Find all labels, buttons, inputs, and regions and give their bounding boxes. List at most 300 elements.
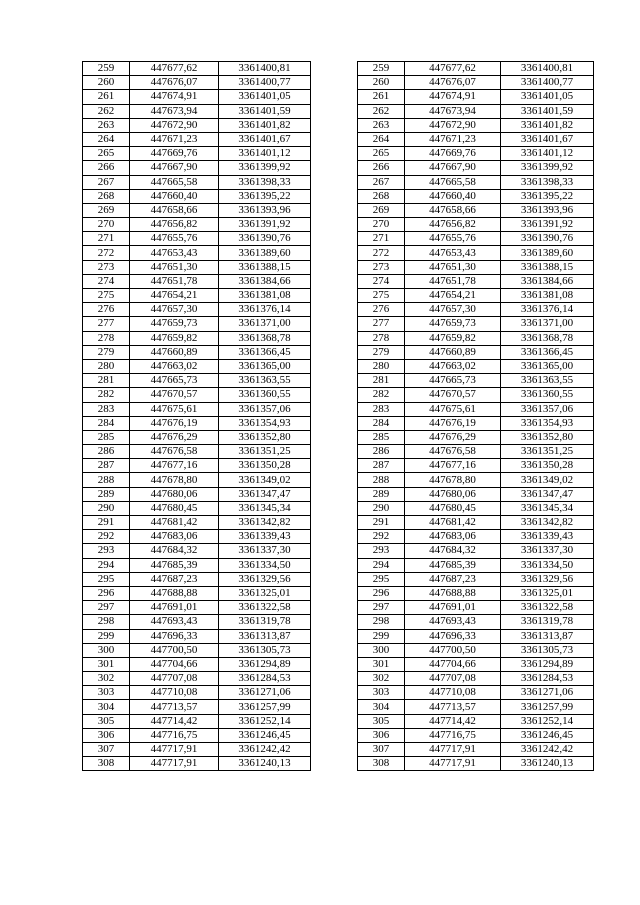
table-row <box>83 601 594 615</box>
left-point-number-cell: 274 <box>83 274 130 288</box>
table-row <box>83 147 594 161</box>
right-x-coordinate-cell: 447651,30 <box>405 260 501 274</box>
column-gap <box>311 686 358 700</box>
table-row <box>83 629 594 643</box>
left-x-coordinate-cell: 447676,19 <box>130 416 219 430</box>
right-x-coordinate-cell: 447687,23 <box>405 572 501 586</box>
left-y-coordinate-cell: 3361390,76 <box>219 232 311 246</box>
table-row <box>83 473 594 487</box>
table-row <box>83 544 594 558</box>
left-point-number-cell: 286 <box>83 445 130 459</box>
left-x-coordinate-cell: 447680,06 <box>130 487 219 501</box>
table-row <box>83 487 594 501</box>
table-row <box>83 686 594 700</box>
right-point-number-cell: 299 <box>358 629 405 643</box>
column-gap <box>311 402 358 416</box>
column-gap <box>311 104 358 118</box>
left-y-coordinate-cell: 3361325,01 <box>219 586 311 600</box>
table-row <box>83 402 594 416</box>
right-point-number-cell: 282 <box>358 388 405 402</box>
right-y-coordinate-cell: 3361334,50 <box>501 558 594 572</box>
left-y-coordinate-cell: 3361401,82 <box>219 118 311 132</box>
right-point-number-cell: 297 <box>358 601 405 615</box>
column-gap <box>311 657 358 671</box>
left-point-number-cell: 306 <box>83 728 130 742</box>
left-point-number-cell: 284 <box>83 416 130 430</box>
column-gap <box>311 643 358 657</box>
right-point-number-cell: 294 <box>358 558 405 572</box>
right-y-coordinate-cell: 3361271,06 <box>501 686 594 700</box>
left-y-coordinate-cell: 3361334,50 <box>219 558 311 572</box>
right-x-coordinate-cell: 447678,80 <box>405 473 501 487</box>
left-x-coordinate-cell: 447651,30 <box>130 260 219 274</box>
left-x-coordinate-cell: 447676,29 <box>130 430 219 444</box>
left-y-coordinate-cell: 3361350,28 <box>219 459 311 473</box>
table-row <box>83 90 594 104</box>
column-gap <box>311 473 358 487</box>
table-row <box>83 530 594 544</box>
left-point-number-cell: 269 <box>83 203 130 217</box>
left-x-coordinate-cell: 447684,32 <box>130 544 219 558</box>
table-row <box>83 161 594 175</box>
right-x-coordinate-cell: 447676,07 <box>405 76 501 90</box>
right-point-number-cell: 272 <box>358 246 405 260</box>
column-gap <box>311 586 358 600</box>
left-x-coordinate-cell: 447700,50 <box>130 643 219 657</box>
left-x-coordinate-cell: 447710,08 <box>130 686 219 700</box>
column-gap <box>311 317 358 331</box>
right-y-coordinate-cell: 3361357,06 <box>501 402 594 416</box>
left-point-number-cell: 300 <box>83 643 130 657</box>
right-y-coordinate-cell: 3361347,47 <box>501 487 594 501</box>
left-point-number-cell: 280 <box>83 359 130 373</box>
left-y-coordinate-cell: 3361345,34 <box>219 501 311 515</box>
left-y-coordinate-cell: 3361401,59 <box>219 104 311 118</box>
left-x-coordinate-cell: 447691,01 <box>130 601 219 615</box>
table-row <box>83 345 594 359</box>
left-point-number-cell: 298 <box>83 615 130 629</box>
right-point-number-cell: 298 <box>358 615 405 629</box>
left-y-coordinate-cell: 3361363,55 <box>219 374 311 388</box>
left-x-coordinate-cell: 447693,43 <box>130 615 219 629</box>
left-x-coordinate-cell: 447696,33 <box>130 629 219 643</box>
table-row <box>83 643 594 657</box>
left-point-number-cell: 261 <box>83 90 130 104</box>
table-row <box>83 572 594 586</box>
right-x-coordinate-cell: 447658,66 <box>405 203 501 217</box>
right-y-coordinate-cell: 3361354,93 <box>501 416 594 430</box>
right-point-number-cell: 273 <box>358 260 405 274</box>
left-x-coordinate-cell: 447671,23 <box>130 132 219 146</box>
left-y-coordinate-cell: 3361305,73 <box>219 643 311 657</box>
column-gap <box>311 388 358 402</box>
left-x-coordinate-cell: 447717,91 <box>130 743 219 757</box>
right-y-coordinate-cell: 3361252,14 <box>501 714 594 728</box>
column-gap <box>311 175 358 189</box>
right-x-coordinate-cell: 447653,43 <box>405 246 501 260</box>
left-y-coordinate-cell: 3361400,77 <box>219 76 311 90</box>
right-point-number-cell: 296 <box>358 586 405 600</box>
right-y-coordinate-cell: 3361401,82 <box>501 118 594 132</box>
right-y-coordinate-cell: 3361401,12 <box>501 147 594 161</box>
right-x-coordinate-cell: 447660,40 <box>405 189 501 203</box>
column-gap <box>311 459 358 473</box>
right-y-coordinate-cell: 3361384,66 <box>501 274 594 288</box>
table-row <box>83 743 594 757</box>
column-gap <box>311 601 358 615</box>
table-row <box>83 303 594 317</box>
left-point-number-cell: 270 <box>83 218 130 232</box>
right-x-coordinate-cell: 447713,57 <box>405 700 501 714</box>
right-x-coordinate-cell: 447676,29 <box>405 430 501 444</box>
column-gap <box>311 303 358 317</box>
left-y-coordinate-cell: 3361393,96 <box>219 203 311 217</box>
left-point-number-cell: 282 <box>83 388 130 402</box>
column-gap <box>311 728 358 742</box>
table-row <box>83 757 594 771</box>
left-point-number-cell: 265 <box>83 147 130 161</box>
right-point-number-cell: 279 <box>358 345 405 359</box>
left-y-coordinate-cell: 3361398,33 <box>219 175 311 189</box>
left-y-coordinate-cell: 3361395,22 <box>219 189 311 203</box>
right-y-coordinate-cell: 3361342,82 <box>501 516 594 530</box>
column-gap <box>311 189 358 203</box>
left-point-number-cell: 285 <box>83 430 130 444</box>
left-point-number-cell: 290 <box>83 501 130 515</box>
left-point-number-cell: 277 <box>83 317 130 331</box>
right-y-coordinate-cell: 3361399,92 <box>501 161 594 175</box>
right-y-coordinate-cell: 3361395,22 <box>501 189 594 203</box>
table-row <box>83 615 594 629</box>
left-x-coordinate-cell: 447673,94 <box>130 104 219 118</box>
right-y-coordinate-cell: 3361366,45 <box>501 345 594 359</box>
left-point-number-cell: 267 <box>83 175 130 189</box>
column-gap <box>311 90 358 104</box>
right-point-number-cell: 269 <box>358 203 405 217</box>
right-point-number-cell: 281 <box>358 374 405 388</box>
table-row <box>83 62 594 76</box>
right-point-number-cell: 277 <box>358 317 405 331</box>
left-point-number-cell: 307 <box>83 743 130 757</box>
left-x-coordinate-cell: 447665,58 <box>130 175 219 189</box>
right-x-coordinate-cell: 447654,21 <box>405 289 501 303</box>
right-x-coordinate-cell: 447677,62 <box>405 62 501 76</box>
column-gap <box>311 359 358 373</box>
table-row <box>83 331 594 345</box>
left-point-number-cell: 275 <box>83 289 130 303</box>
right-point-number-cell: 285 <box>358 430 405 444</box>
left-x-coordinate-cell: 447677,62 <box>130 62 219 76</box>
table-row <box>83 388 594 402</box>
column-gap <box>311 161 358 175</box>
right-x-coordinate-cell: 447704,66 <box>405 657 501 671</box>
left-y-coordinate-cell: 3361319,78 <box>219 615 311 629</box>
right-x-coordinate-cell: 447710,08 <box>405 686 501 700</box>
column-gap <box>311 76 358 90</box>
right-x-coordinate-cell: 447657,30 <box>405 303 501 317</box>
right-point-number-cell: 284 <box>358 416 405 430</box>
left-point-number-cell: 259 <box>83 62 130 76</box>
right-x-coordinate-cell: 447684,32 <box>405 544 501 558</box>
column-gap <box>311 345 358 359</box>
table-row <box>83 118 594 132</box>
left-y-coordinate-cell: 3361376,14 <box>219 303 311 317</box>
left-y-coordinate-cell: 3361365,00 <box>219 359 311 373</box>
right-y-coordinate-cell: 3361365,00 <box>501 359 594 373</box>
left-point-number-cell: 268 <box>83 189 130 203</box>
left-point-number-cell: 295 <box>83 572 130 586</box>
left-x-coordinate-cell: 447676,07 <box>130 76 219 90</box>
table-row <box>83 132 594 146</box>
table-row <box>83 374 594 388</box>
left-x-coordinate-cell: 447680,45 <box>130 501 219 515</box>
right-y-coordinate-cell: 3361401,05 <box>501 90 594 104</box>
right-x-coordinate-cell: 447655,76 <box>405 232 501 246</box>
left-point-number-cell: 271 <box>83 232 130 246</box>
left-y-coordinate-cell: 3361240,13 <box>219 757 311 771</box>
right-x-coordinate-cell: 447700,50 <box>405 643 501 657</box>
table-row <box>83 586 594 600</box>
left-y-coordinate-cell: 3361349,02 <box>219 473 311 487</box>
left-y-coordinate-cell: 3361401,12 <box>219 147 311 161</box>
table-row <box>83 359 594 373</box>
right-x-coordinate-cell: 447659,73 <box>405 317 501 331</box>
left-y-coordinate-cell: 3361360,55 <box>219 388 311 402</box>
right-x-coordinate-cell: 447685,39 <box>405 558 501 572</box>
right-x-coordinate-cell: 447677,16 <box>405 459 501 473</box>
right-point-number-cell: 275 <box>358 289 405 303</box>
right-y-coordinate-cell: 3361389,60 <box>501 246 594 260</box>
table-row <box>83 218 594 232</box>
left-y-coordinate-cell: 3361246,45 <box>219 728 311 742</box>
column-gap <box>311 260 358 274</box>
right-point-number-cell: 305 <box>358 714 405 728</box>
column-gap <box>311 416 358 430</box>
left-y-coordinate-cell: 3361294,89 <box>219 657 311 671</box>
left-y-coordinate-cell: 3361381,08 <box>219 289 311 303</box>
left-y-coordinate-cell: 3361388,15 <box>219 260 311 274</box>
right-point-number-cell: 290 <box>358 501 405 515</box>
left-x-coordinate-cell: 447657,30 <box>130 303 219 317</box>
left-y-coordinate-cell: 3361368,78 <box>219 331 311 345</box>
right-y-coordinate-cell: 3361246,45 <box>501 728 594 742</box>
right-point-number-cell: 286 <box>358 445 405 459</box>
column-gap <box>311 629 358 643</box>
left-y-coordinate-cell: 3361366,45 <box>219 345 311 359</box>
column-gap <box>311 672 358 686</box>
left-y-coordinate-cell: 3361357,06 <box>219 402 311 416</box>
table-row <box>83 274 594 288</box>
right-point-number-cell: 295 <box>358 572 405 586</box>
left-x-coordinate-cell: 447717,91 <box>130 757 219 771</box>
right-point-number-cell: 291 <box>358 516 405 530</box>
left-y-coordinate-cell: 3361337,30 <box>219 544 311 558</box>
left-x-coordinate-cell: 447672,90 <box>130 118 219 132</box>
table-row <box>83 728 594 742</box>
left-y-coordinate-cell: 3361347,47 <box>219 487 311 501</box>
left-point-number-cell: 272 <box>83 246 130 260</box>
right-y-coordinate-cell: 3361257,99 <box>501 700 594 714</box>
right-x-coordinate-cell: 447691,01 <box>405 601 501 615</box>
column-gap <box>311 374 358 388</box>
column-gap <box>311 147 358 161</box>
left-x-coordinate-cell: 447655,76 <box>130 232 219 246</box>
left-point-number-cell: 303 <box>83 686 130 700</box>
left-y-coordinate-cell: 3361313,87 <box>219 629 311 643</box>
left-y-coordinate-cell: 3361242,42 <box>219 743 311 757</box>
table-row <box>83 203 594 217</box>
right-y-coordinate-cell: 3361322,58 <box>501 601 594 615</box>
right-point-number-cell: 260 <box>358 76 405 90</box>
column-gap <box>311 558 358 572</box>
left-x-coordinate-cell: 447688,88 <box>130 586 219 600</box>
right-x-coordinate-cell: 447671,23 <box>405 132 501 146</box>
right-point-number-cell: 287 <box>358 459 405 473</box>
left-x-coordinate-cell: 447658,66 <box>130 203 219 217</box>
left-point-number-cell: 262 <box>83 104 130 118</box>
right-point-number-cell: 266 <box>358 161 405 175</box>
left-x-coordinate-cell: 447678,80 <box>130 473 219 487</box>
right-y-coordinate-cell: 3361352,80 <box>501 430 594 444</box>
right-y-coordinate-cell: 3361305,73 <box>501 643 594 657</box>
left-x-coordinate-cell: 447654,21 <box>130 289 219 303</box>
right-y-coordinate-cell: 3361240,13 <box>501 757 594 771</box>
left-x-coordinate-cell: 447659,73 <box>130 317 219 331</box>
right-y-coordinate-cell: 3361360,55 <box>501 388 594 402</box>
table-row <box>83 700 594 714</box>
column-gap <box>311 232 358 246</box>
left-point-number-cell: 294 <box>83 558 130 572</box>
right-y-coordinate-cell: 3361242,42 <box>501 743 594 757</box>
right-point-number-cell: 302 <box>358 672 405 686</box>
table-row <box>83 289 594 303</box>
right-point-number-cell: 270 <box>358 218 405 232</box>
right-y-coordinate-cell: 3361401,67 <box>501 132 594 146</box>
left-point-number-cell: 301 <box>83 657 130 671</box>
right-point-number-cell: 262 <box>358 104 405 118</box>
left-x-coordinate-cell: 447685,39 <box>130 558 219 572</box>
left-point-number-cell: 292 <box>83 530 130 544</box>
right-point-number-cell: 301 <box>358 657 405 671</box>
right-point-number-cell: 280 <box>358 359 405 373</box>
right-x-coordinate-cell: 447660,89 <box>405 345 501 359</box>
left-y-coordinate-cell: 3361401,05 <box>219 90 311 104</box>
column-gap <box>311 544 358 558</box>
left-x-coordinate-cell: 447716,75 <box>130 728 219 742</box>
left-x-coordinate-cell: 447687,23 <box>130 572 219 586</box>
table-row <box>83 76 594 90</box>
left-y-coordinate-cell: 3361342,82 <box>219 516 311 530</box>
right-x-coordinate-cell: 447693,43 <box>405 615 501 629</box>
right-point-number-cell: 274 <box>358 274 405 288</box>
right-y-coordinate-cell: 3361350,28 <box>501 459 594 473</box>
right-point-number-cell: 303 <box>358 686 405 700</box>
left-y-coordinate-cell: 3361389,60 <box>219 246 311 260</box>
right-y-coordinate-cell: 3361401,59 <box>501 104 594 118</box>
table-row <box>83 246 594 260</box>
right-x-coordinate-cell: 447672,90 <box>405 118 501 132</box>
column-gap <box>311 246 358 260</box>
column-gap <box>311 62 358 76</box>
right-y-coordinate-cell: 3361284,53 <box>501 672 594 686</box>
left-point-number-cell: 291 <box>83 516 130 530</box>
right-y-coordinate-cell: 3361313,87 <box>501 629 594 643</box>
table-row <box>83 104 594 118</box>
right-x-coordinate-cell: 447717,91 <box>405 757 501 771</box>
right-point-number-cell: 276 <box>358 303 405 317</box>
right-x-coordinate-cell: 447714,42 <box>405 714 501 728</box>
right-point-number-cell: 271 <box>358 232 405 246</box>
column-gap <box>311 530 358 544</box>
right-point-number-cell: 261 <box>358 90 405 104</box>
right-y-coordinate-cell: 3361294,89 <box>501 657 594 671</box>
coordinate-table <box>82 61 594 771</box>
right-y-coordinate-cell: 3361390,76 <box>501 232 594 246</box>
table-row <box>83 558 594 572</box>
left-point-number-cell: 273 <box>83 260 130 274</box>
left-x-coordinate-cell: 447659,82 <box>130 331 219 345</box>
right-x-coordinate-cell: 447659,82 <box>405 331 501 345</box>
table-row <box>83 445 594 459</box>
right-x-coordinate-cell: 447656,82 <box>405 218 501 232</box>
left-point-number-cell: 293 <box>83 544 130 558</box>
right-y-coordinate-cell: 3361319,78 <box>501 615 594 629</box>
left-y-coordinate-cell: 3361400,81 <box>219 62 311 76</box>
left-y-coordinate-cell: 3361354,93 <box>219 416 311 430</box>
right-point-number-cell: 293 <box>358 544 405 558</box>
right-point-number-cell: 265 <box>358 147 405 161</box>
right-y-coordinate-cell: 3361398,33 <box>501 175 594 189</box>
left-y-coordinate-cell: 3361401,67 <box>219 132 311 146</box>
left-x-coordinate-cell: 447675,61 <box>130 402 219 416</box>
column-gap <box>311 289 358 303</box>
column-gap <box>311 331 358 345</box>
left-point-number-cell: 296 <box>83 586 130 600</box>
right-point-number-cell: 267 <box>358 175 405 189</box>
right-x-coordinate-cell: 447707,08 <box>405 672 501 686</box>
left-x-coordinate-cell: 447669,76 <box>130 147 219 161</box>
right-x-coordinate-cell: 447665,58 <box>405 175 501 189</box>
table-row <box>83 232 594 246</box>
right-point-number-cell: 268 <box>358 189 405 203</box>
left-x-coordinate-cell: 447714,42 <box>130 714 219 728</box>
right-y-coordinate-cell: 3361388,15 <box>501 260 594 274</box>
left-y-coordinate-cell: 3361322,58 <box>219 601 311 615</box>
right-x-coordinate-cell: 447680,06 <box>405 487 501 501</box>
right-x-coordinate-cell: 447675,61 <box>405 402 501 416</box>
left-x-coordinate-cell: 447653,43 <box>130 246 219 260</box>
right-x-coordinate-cell: 447676,58 <box>405 445 501 459</box>
table-row <box>83 416 594 430</box>
left-y-coordinate-cell: 3361351,25 <box>219 445 311 459</box>
right-point-number-cell: 304 <box>358 700 405 714</box>
left-x-coordinate-cell: 447656,82 <box>130 218 219 232</box>
right-x-coordinate-cell: 447681,42 <box>405 516 501 530</box>
left-point-number-cell: 276 <box>83 303 130 317</box>
left-x-coordinate-cell: 447681,42 <box>130 516 219 530</box>
left-x-coordinate-cell: 447660,89 <box>130 345 219 359</box>
left-y-coordinate-cell: 3361271,06 <box>219 686 311 700</box>
right-x-coordinate-cell: 447674,91 <box>405 90 501 104</box>
left-point-number-cell: 305 <box>83 714 130 728</box>
column-gap <box>311 218 358 232</box>
left-y-coordinate-cell: 3361252,14 <box>219 714 311 728</box>
right-point-number-cell: 300 <box>358 643 405 657</box>
left-x-coordinate-cell: 447665,73 <box>130 374 219 388</box>
right-x-coordinate-cell: 447670,57 <box>405 388 501 402</box>
left-y-coordinate-cell: 3361371,00 <box>219 317 311 331</box>
left-point-number-cell: 288 <box>83 473 130 487</box>
